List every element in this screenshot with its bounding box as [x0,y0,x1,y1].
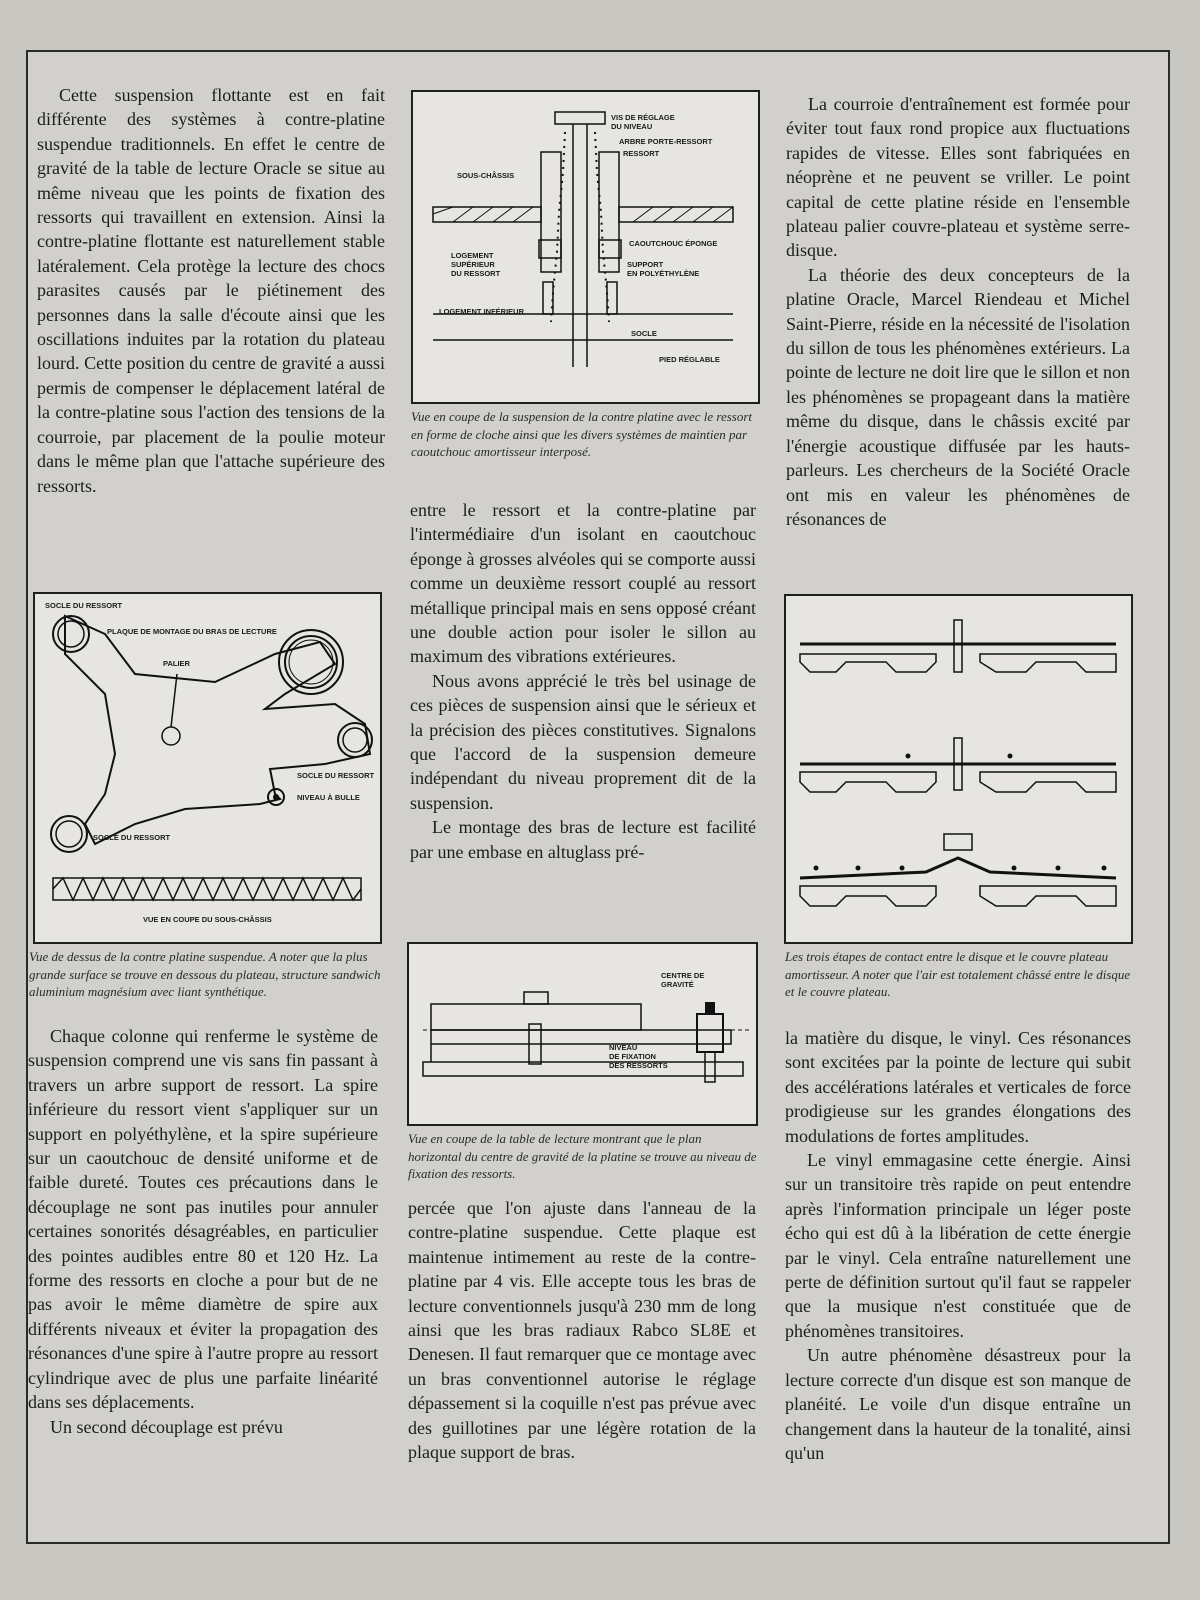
label-socle-2: SOCLE DU RESSORT [297,771,375,780]
column-2-lower [408,1196,756,1464]
col1-paragraph-1: Cette suspension flottante est en fait différente des systèmes à contre-platine suspendue traditionnels. En effet le centre de gravité de la table de lecture Oracle se situe au même niveau que les points de fixation des ressorts qui travaillent en extension. Ainsi la contre-platine flottante est naturellement stable latéralement. Cela protège la lecture des chocs parasites causés par le piétinement des personnes dans la salle d'écoute ainsi que les oscillations induites par la rotation du plateau lourd. Cette position du centre de gravité a aussi permis de compenser le déplacement latéral de la contre-platine sous l'action des tensions de la courroie, par placement de la poulie moteur dans le même plan que l'attache supérieure des ressorts. [37,85,385,496]
stage-2 [800,738,1116,792]
label-centre-1: CENTRE DE [661,971,705,980]
label-socle: SOCLE [631,329,657,338]
label-caoutchouc: CAOUTCHOUC ÉPONGE [629,239,718,248]
label-niv-2: DE FIXATION [609,1052,656,1061]
label-support-2: EN POLYÉTHYLÈNE [627,269,700,278]
col3-paragraph-1: La courroie d'entraînement est formée pour éviter tout faux rond propice aux fluctuations rapides de vitesse. Elles sont fabriquées en néoprène et ne peuvent se vriller. Le point capital de cette platine réside en l'ensemble plateau palier couvre-plateau et système serre-disque. [786,94,1130,261]
label-ressort: RESSORT [623,149,660,158]
suspension-section-diagram [413,92,758,402]
label-loginf: LOGEMENT INFÉRIEUR [439,307,525,316]
label-vis-2: DU NIVEAU [611,122,653,131]
label-niveau: NIVEAU À BULLE [297,793,360,802]
column-1-lower [28,1024,378,1439]
col1-paragraph-3: Un second découplage est prévu [50,1416,283,1437]
label-vis: VIS DE RÉGLAGE [611,113,675,122]
label-pied: PIED RÉGLABLE [659,355,720,364]
label-souschassis: SOUS-CHÂSSIS [457,171,515,180]
stage-1 [800,620,1116,672]
col2-paragraph-3: Le montage des bras de lecture est facilité par une embase en altuglass pré- [410,817,756,862]
label-niv-1: NIVEAU [609,1043,638,1052]
figure-suspension-caption: Vue en coupe de la suspension de la contre platine avec le ressort en forme de cloche ainsi que les divers systèmes de maintien par caoutchouc amortisseur interposé. [411,409,753,459]
column-1 [37,83,385,498]
figure-turntable-section [407,942,758,1126]
label-socle-1: SOCLE DU RESSORT [45,601,123,610]
figure-top-view [33,592,382,944]
label-socle-3: SOCLE DU RESSORT [93,833,171,842]
label-plaque: PLAQUE DE MONTAGE DU BRAS DE LECTURE [107,627,277,636]
label-logsup-3: DU RESSORT [451,269,501,278]
label-coupe: VUE EN COUPE DU SOUS-CHÂSSIS [143,915,272,924]
col2-paragraph-2: Nous avons apprécié le très bel usinage de ces pièces de suspension ainsi que le sérieux et la précision des pièces constitutives. Signalons que l'accord de la suspension demeure indépendant du niveau proprement dit de la suspension. [410,670,756,813]
turntable-section-diagram [409,944,756,1124]
figure-suspension-section [411,90,760,404]
figure-contact-stages [784,594,1133,944]
contact-stages-diagram [786,596,1131,942]
label-logsup-2: SUPÉRIEUR [451,260,495,269]
col3-paragraph-4: Le vinyl emmagasine cette énergie. Ainsi sur un transitoire très rapide on peut entendre après l'information principale un léger poste écho qui est dû à la libération de cette énergie par le vinyl. Cela entraîne naturellement une perte de définition surtout qu'il faut se rappeler que la musique n'est constituée que de phénomènes transitoires. [785,1150,1131,1341]
column-3 [786,92,1130,531]
label-palier: PALIER [163,659,190,668]
col3-paragraph-2: La théorie des deux concepteurs de la platine Oracle, Marcel Riendeau et Michel Saint-Pierre, réside en la nécessité de l'isolation du sillon de tous les phénomènes extérieurs. La pointe de lecture ne doit lire que le sillon et non les phénomènes se propageant dans la matière même du disque, dans le châssis excité par l'énergie acoustique diffusée par les hauts-parleurs. Les chercheurs de la Société Oracle ont mis en valeur les phénomènes de résonances de [786,264,1130,529]
col2-paragraph-4: percée que l'on ajuste dans l'anneau de la contre-platine suspendue. Cette plaque est maintenue intimement au reste de la contre-platine par 4 vis. Elle accepte tous les bras de lecture conventionnels jusqu'à 230 mm de long ainsi que les bras radiaux Rabco SL8E et Denesen. Il faut remarquer que ce montage avec un bras conventionnel autorise le réglage dépassement si la coquille n'est pas prévue avec des guillotines par une légère rotation de la plaque support de bras. [408,1198,756,1463]
column-2 [410,498,756,864]
label-niv-3: DES RESSORTS [609,1061,668,1070]
column-3-lower [785,1026,1131,1465]
figure-turntable-caption: Vue en coupe de la table de lecture montrant que le plan horizontal du centre de gravité de la platine se trouve au niveau de fixation des ressorts. [408,1131,757,1181]
figure-contact-caption: Les trois étapes de contact entre le disque et le couvre plateau amortisseur. A noter que l'air est totalement châssé entre le disque et le couvre plateau. [785,949,1131,999]
col1-paragraph-2: Chaque colonne qui renferme le système de suspension comprend une vis sans fin passant à travers un arbre support de ressort. La spire inférieure du ressort vient s'appliquer sur un support en polyéthylène, et la spire supérieure sur un caoutchouc de densité uniforme et de faible dureté. Toutes ces précautions dans le découplage ne sont pas inutiles pour annuler certaines sonorités désagréables, en particulier des pointes audibles entre 80 et 120 Hz. La forme des ressorts en cloche a pour but de ne pas avoir le même diamètre de spire aux différents niveaux et éviter la propagation des résonances d'une spire à l'autre propre au ressort cylindrique avec de plus une parfaite linéarité dans ses déplacements. [28,1026,378,1413]
col3-paragraph-3: la matière du disque, le vinyl. Ces résonances sont excitées par la pointe de lecture qui subit des accélérations latérales et verticales de force prodigieuse sur les grandes élongations des modulations de fortes amplitudes. [785,1028,1131,1146]
label-logsup-1: LOGEMENT [451,251,494,260]
top-view-diagram [35,594,380,942]
label-support-1: SUPPORT [627,260,664,269]
col3-paragraph-5: Un autre phénomène désastreux pour la lecture correcte d'un disque est son manque de planéité. Le voile d'un disque entraîne un changement dans la hauteur de la tonalité, ainsi qu'un [785,1345,1131,1463]
label-centre-2: GRAVITÉ [661,980,694,989]
label-arbre: ARBRE PORTE-RESSORT [619,137,713,146]
col2-paragraph-1: entre le ressort et la contre-platine par l'intermédiaire d'un isolant en caoutchouc éponge à grosses alvéoles qui se comporte aussi comme un deuxième ressort couplé au ressort métallique principal mais en sens opposé créant une double action pour isoler le sillon au maximum des vibrations extérieures. [410,500,756,667]
stage-3 [800,834,1116,906]
figure-top-view-caption: Vue de dessus de la contre platine suspendue. A noter que la plus grande surface se trouve en dessous du plateau, structure sandwich aluminium magnésium avec liant synthétique. [29,949,381,999]
